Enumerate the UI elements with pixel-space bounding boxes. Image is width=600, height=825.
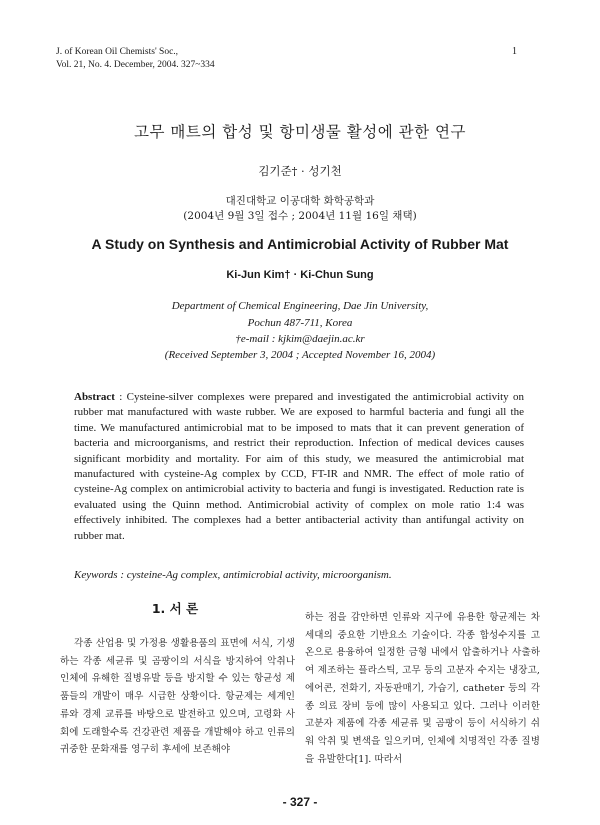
corresponding-email: †e-mail : kjkim@daejin.ac.kr xyxy=(235,333,365,345)
title-korean: 고무 매트의 합성 및 항미생물 활성에 관한 연구 xyxy=(134,123,466,141)
section-title-introduction: 1. 서 론 xyxy=(151,601,199,616)
title-english: A Study on Synthesis and Antimicrobial Activity of Rubber Mat xyxy=(91,236,509,252)
page-footer-number: - 327 - xyxy=(282,795,318,809)
journal-citation xyxy=(56,46,215,72)
abstract xyxy=(74,390,524,544)
affiliation-korean: 대진대학교 이공대학 화학공학과 xyxy=(225,195,375,207)
abstract-label: Abstract xyxy=(74,391,115,403)
body-column-right: 하는 점을 감안하면 인류와 지구에 유용한 항균제는 차세대의 중요한 기반요소 기술이다. 각종 합성수지를 고온으로 용융하여 일정한 금형 내에서 압출하거나 사출하여 제조하는 플라스틱, 고무 등의 고분자 수지는 냉장고, 에어콘, 전화기, 자동판매기, 가습기, catheter 등의 각종 의료 장비 등에 많이 사용되고 있다. 그러나 이러한 고분자 제품에 각종 세균류 및 곰팡이 등이 서식하기 쉬워 악취 및 변색을 일으키며, 인체에 치명적인 각종 질병을 유발한다[1]. 따라서 xyxy=(305,612,540,765)
page-number: 1 xyxy=(512,46,517,57)
journal-line-2: Vol. 21, No. 4. December, 2004. 327~334 xyxy=(56,60,215,70)
body-column-left: 각종 산업용 및 가정용 생활용품의 표면에 서식, 기생하는 각종 세균류 및 곰팡이의 서식을 방지하여 악취나 인체에 유해한 질병유발 등을 방지할 수 있는 항균성 제품들의 개발이 매우 시급한 상황이다. 항균제는 세계인류와 경제 교류를 바탕으로 발전하고 있으며, 고령화 사회에 도래할수록 건강관련 제품을 개발해야 하고 인류의 귀중한 문화재를 영구히 후세에 보존해야 xyxy=(60,638,295,756)
journal-line-1: J. of Korean Oil Chemists' Soc., xyxy=(56,47,179,57)
dates-korean: (2004년 9월 3일 접수 ; 2004년 11월 16일 채택) xyxy=(183,210,417,222)
abstract-text: : Cysteine-silver complexes were prepared and investigated the antimicrobial activity on rubber mat manufactured with waste rubber. We are exposed to harmful bacteria and fungi all the time. We manufactured antimicrobial mat to be imposed to mats that it can prevent generation of bacteria and microorganisms, and restrict their reproduction. Infection of medical devices causes significant morbidity and mortality. For aim of this study, we measured the antimicrobial mat manufactured with cysteine-Ag complex by CCD, FT-IR and NMR. The effect of mole ratio of cysteine-Ag complex on antimicrobial activity to bacteria and fungi is investigated. Reduction rate is evaluated using the Quinn method. Antimicrobial activity of complex on mole ratio 1:4 was effectively inhibited. The complexes had a better antibacterial activity than antifungal activity on rubber mat. xyxy=(74,391,524,542)
affiliation-department: Department of Chemical Engineering, Dae Jin University, xyxy=(171,300,429,312)
authors-korean: 김기준† · 성기천 xyxy=(258,164,342,178)
authors-english: Ki-Jun Kim† · Ki-Chun Sung xyxy=(226,269,374,281)
keywords: Keywords : cysteine-Ag complex, antimicrobial activity, microorganism. xyxy=(74,569,392,581)
received-accepted-dates: (Received September 3, 2004 ; Accepted November 16, 2004) xyxy=(164,349,436,361)
affiliation-address: Pochun 487-711, Korea xyxy=(247,317,353,329)
